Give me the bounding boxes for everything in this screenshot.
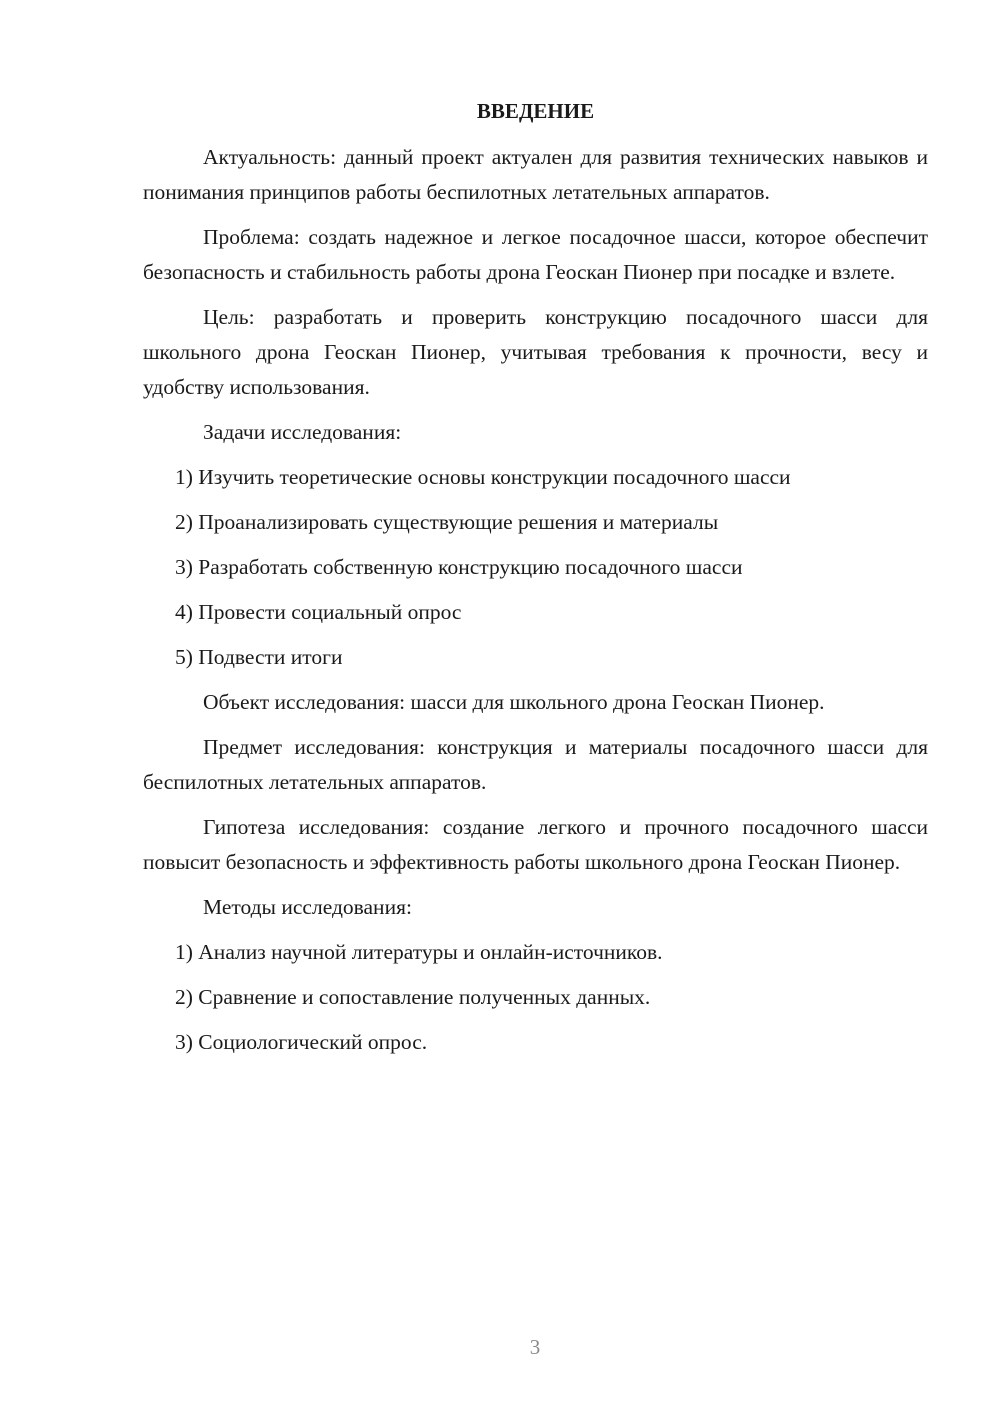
list-item: 3) Социологический опрос. xyxy=(175,1030,428,1054)
tasks-heading: Задачи исследования: xyxy=(203,420,402,444)
problem-paragraph: Проблема: создать надежное и легкое посадочное шасси, которое обеспечит безопасность и стабильность работы дрона Геоскан Пионер при посадке и взлете. xyxy=(143,225,928,284)
page-number: 3 xyxy=(529,1335,541,1359)
list-item: 4) Провести социальный опрос xyxy=(175,600,462,624)
tasks-list xyxy=(143,460,928,675)
list-item: 3) Разработать собственную конструкцию посадочного шасси xyxy=(175,555,743,579)
section-title: ВВЕДЕНИЕ xyxy=(476,99,595,123)
object-paragraph: Объект исследования: шасси для школьного дрона Геоскан Пионер. xyxy=(203,690,825,714)
methods-heading: Методы исследования: xyxy=(203,895,412,919)
subject-paragraph: Предмет исследования: конструкция и материалы посадочного шасси для беспилотных летательных аппаратов. xyxy=(143,735,928,794)
list-item: 2) Сравнение и сопоставление полученных данных. xyxy=(175,985,651,1009)
list-item: 2) Проанализировать существующие решения и материалы xyxy=(175,510,719,534)
methods-list xyxy=(143,935,928,1060)
relevance-paragraph: Актуальность: данный проект актуален для развития технических навыков и понимания принципов работы беспилотных летательных аппаратов. xyxy=(143,145,928,204)
hypothesis-paragraph: Гипотеза исследования: создание легкого и прочного посадочного шасси повысит безопасность и эффективность работы школьного дрона Геоскан Пионер. xyxy=(143,815,928,874)
document-body xyxy=(143,94,928,1070)
list-item: 5) Подвести итоги xyxy=(175,645,343,669)
list-item: 1) Изучить теоретические основы конструкции посадочного шасси xyxy=(175,465,791,489)
list-item: 1) Анализ научной литературы и онлайн-источников. xyxy=(175,940,663,964)
goal-paragraph: Цель: разработать и проверить конструкцию посадочного шасси для школьного дрона Геоскан Пионер, учитывая требования к прочности, весу и удобству использования. xyxy=(143,305,928,399)
